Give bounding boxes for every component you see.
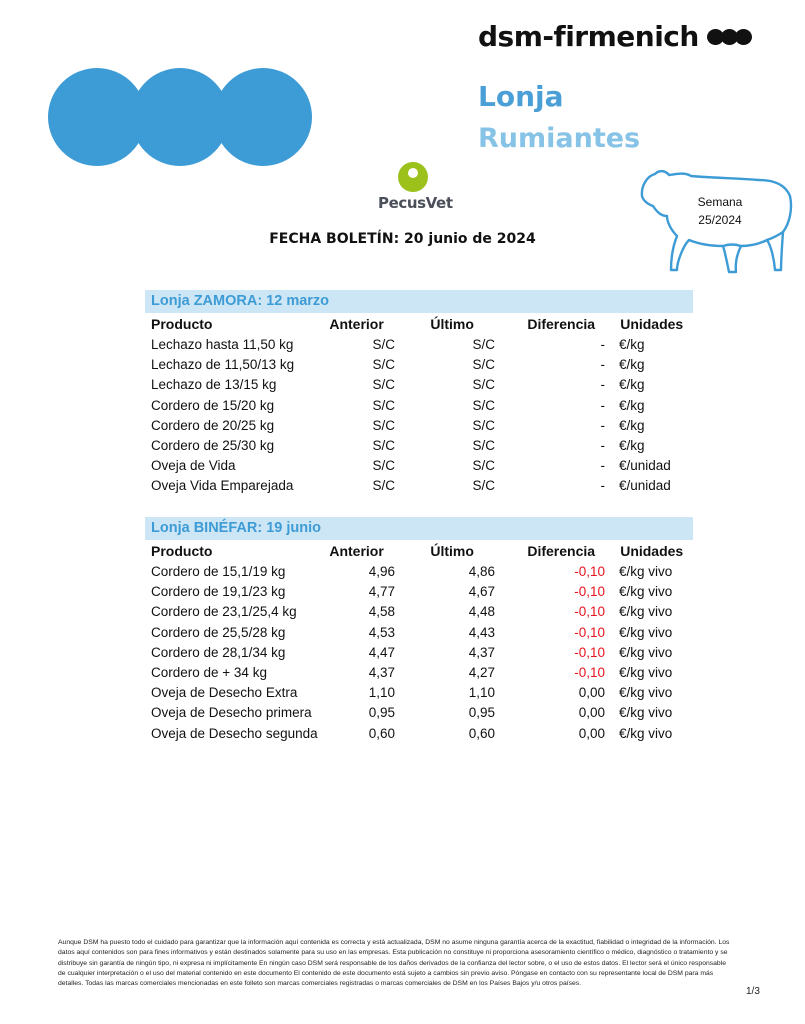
cell-previous: 0,60 (368, 725, 395, 741)
page-number: 1/3 (746, 986, 760, 997)
cell-units: €/kg (619, 437, 645, 453)
cell-product: Oveja de Desecho primera (151, 705, 312, 721)
cell-product: Oveja de Vida (151, 458, 236, 474)
col-product: Producto (151, 543, 213, 559)
cell-last: S/C (472, 417, 495, 433)
table-row (145, 623, 693, 643)
cell-difference: -0,10 (574, 664, 605, 680)
cell-last: 4,27 (468, 664, 495, 680)
col-units: Unidades (620, 316, 684, 332)
cell-product: Oveja de Desecho segunda (151, 725, 318, 741)
pecusvet-icon (398, 162, 428, 192)
cell-last: 4,48 (468, 604, 495, 620)
cell-difference: -0,10 (574, 624, 605, 640)
table-row (145, 396, 693, 416)
cell-previous: S/C (372, 397, 395, 413)
cell-difference: -0,10 (574, 644, 605, 660)
table-row (145, 436, 693, 456)
cell-product: Cordero de 20/25 kg (151, 417, 275, 433)
cell-product: Cordero de 23,1/25,4 kg (151, 604, 297, 620)
table-row (145, 602, 693, 622)
cell-last: S/C (472, 337, 495, 352)
cell-previous: S/C (372, 337, 395, 352)
cell-previous: S/C (372, 357, 395, 373)
cell-difference: - (600, 397, 605, 413)
cell-units: €/kg vivo (619, 725, 673, 741)
cell-product: Cordero de 15,1/19 kg (151, 564, 286, 579)
week-badge (676, 193, 764, 229)
table-body (145, 562, 693, 744)
cell-units: €/kg vivo (619, 685, 673, 701)
cell-product: Cordero de + 34 kg (151, 664, 267, 680)
page-title: Lonja (478, 80, 564, 113)
cell-difference: - (600, 437, 605, 453)
table-body (145, 335, 693, 497)
cell-product: Cordero de 28,1/34 kg (151, 644, 286, 660)
cell-last: 4,86 (468, 564, 495, 579)
cell-product: Cordero de 25,5/28 kg (151, 624, 286, 640)
cell-units: €/kg vivo (619, 604, 673, 620)
table-row (145, 663, 693, 683)
week-value: 25/2024 (698, 213, 742, 227)
cell-last: 4,37 (468, 644, 495, 660)
table-header (145, 540, 693, 562)
table-header (145, 313, 693, 335)
cell-units: €/kg vivo (619, 564, 673, 579)
cell-difference: - (600, 377, 605, 393)
section-zamora (145, 290, 693, 497)
cell-units: €/kg (619, 417, 645, 433)
cell-units: €/kg (619, 337, 645, 352)
cell-previous: 4,77 (368, 584, 395, 600)
cell-previous: 4,37 (368, 664, 395, 680)
table-row (145, 582, 693, 602)
cell-units: €/kg vivo (619, 705, 673, 721)
section-title: Lonja BINÉFAR: 19 junio (145, 517, 693, 540)
cell-difference: -0,10 (574, 564, 605, 579)
cell-last: 4,43 (468, 624, 495, 640)
col-last: Último (430, 316, 474, 332)
cell-previous: 4,47 (368, 644, 395, 660)
cell-last: S/C (472, 377, 495, 393)
brand-dots-icon (707, 29, 752, 45)
col-difference: Diferencia (527, 316, 596, 332)
cell-last: S/C (472, 478, 495, 494)
brand-logo (478, 20, 752, 53)
cell-previous: S/C (372, 377, 395, 393)
cell-difference: - (600, 337, 605, 352)
table-row (145, 703, 693, 723)
cell-previous: S/C (372, 417, 395, 433)
cell-previous: S/C (372, 478, 395, 494)
cell-product: Oveja Vida Emparejada (151, 478, 294, 494)
cell-units: €/kg (619, 377, 645, 393)
table-row (145, 335, 693, 355)
cell-product: Cordero de 25/30 kg (151, 437, 275, 453)
cell-previous: 1,10 (368, 685, 395, 701)
cell-difference: - (600, 458, 605, 474)
col-difference: Diferencia (527, 543, 596, 559)
cell-units: €/kg vivo (619, 584, 673, 600)
cell-units: €/unidad (619, 458, 671, 474)
cell-difference: 0,00 (578, 725, 605, 741)
cell-product: Lechazo de 11,50/13 kg (151, 357, 295, 373)
bulletin-date: FECHA BOLETÍN: 20 junio de 2024 (269, 231, 536, 247)
cell-difference: - (600, 357, 605, 373)
cell-units: €/kg vivo (619, 644, 673, 660)
col-product: Producto (151, 316, 213, 332)
cell-previous: S/C (372, 437, 395, 453)
cell-last: S/C (472, 458, 495, 474)
cell-last: S/C (472, 397, 495, 413)
cell-difference: -0,10 (574, 604, 605, 620)
table-row (145, 375, 693, 395)
cell-difference: -0,10 (574, 584, 605, 600)
cell-product: Lechazo de 13/15 kg (151, 377, 277, 393)
cell-product: Lechazo hasta 11,50 kg (151, 337, 294, 352)
table-row (145, 643, 693, 663)
cell-product: Cordero de 19,1/23 kg (151, 584, 286, 600)
brand-name: dsm-firmenich (478, 20, 699, 53)
cell-last: 4,67 (468, 584, 495, 600)
cell-last: 1,10 (468, 685, 495, 701)
cell-units: €/kg (619, 397, 645, 413)
pecusvet-logo (378, 162, 453, 212)
decorative-circles (48, 68, 318, 168)
section-title: Lonja ZAMORA: 12 marzo (145, 290, 693, 313)
cell-difference: - (600, 417, 605, 433)
cell-product: Oveja de Desecho Extra (151, 685, 298, 701)
table-row (145, 456, 693, 476)
cell-previous: 4,96 (368, 564, 395, 579)
col-previous: Anterior (329, 316, 384, 332)
cell-previous: 4,53 (368, 624, 395, 640)
cell-difference: 0,00 (578, 685, 605, 701)
cell-units: €/kg (619, 357, 645, 373)
cell-units: €/kg vivo (619, 624, 673, 640)
table-row (145, 355, 693, 375)
cell-previous: S/C (372, 458, 395, 474)
cell-previous: 0,95 (368, 705, 395, 721)
table-row (145, 683, 693, 703)
section-binefar (145, 517, 693, 744)
cell-last: S/C (472, 437, 495, 453)
cell-units: €/kg vivo (619, 664, 673, 680)
cell-product: Cordero de 15/20 kg (151, 397, 275, 413)
table-row (145, 562, 693, 582)
pecusvet-logo-text: PecusVet (378, 194, 453, 212)
col-previous: Anterior (329, 543, 384, 559)
col-last: Último (430, 543, 474, 559)
disclaimer: Aunque DSM ha puesto todo el cuidado para garantizar que la información aquí contenida es correcta y está actualizada, DSM no asume ninguna garantía acerca de la exactitud, fiabilidad o integridad de la información. Los datos aquí contenidos son para fines informativos y están destinados solamente para su uso en las empresas. Esta publicación no constituye ni proporciona asesoramiento científico o médico, diagnóstico o tratamiento y se distribuye sin garantía de ningún tipo, ni expresa ni implícitamente En ningún caso DSM será responsable de los daños derivados de la confianza del lector sobre, o el uso de estos datos. El lector será el único responsable de cualquier interpretación o el uso del material contenido en este documento El contenido de este documento está sujeto a cambios sin previo aviso. Póngase en contacto con su representante local de DSM para más detalles. Todas las marcas comerciales mencionadas en este folleto son marcas comerciales registradas o marcas comerciales de DSM en los Países Bajos y/u otros países. (58, 939, 730, 988)
page-subtitle: Rumiantes (478, 123, 641, 154)
cell-last: 0,95 (468, 705, 495, 721)
cell-previous: 4,58 (368, 604, 395, 620)
week-label: Semana (697, 195, 743, 209)
cell-difference: 0,00 (578, 705, 605, 721)
cell-last: S/C (472, 357, 495, 373)
cell-units: €/unidad (619, 478, 671, 494)
cell-last: 0,60 (468, 725, 495, 741)
table-row (145, 416, 693, 436)
table-row (145, 724, 693, 744)
col-units: Unidades (620, 543, 684, 559)
cell-difference: - (600, 478, 605, 494)
table-row (145, 476, 693, 496)
